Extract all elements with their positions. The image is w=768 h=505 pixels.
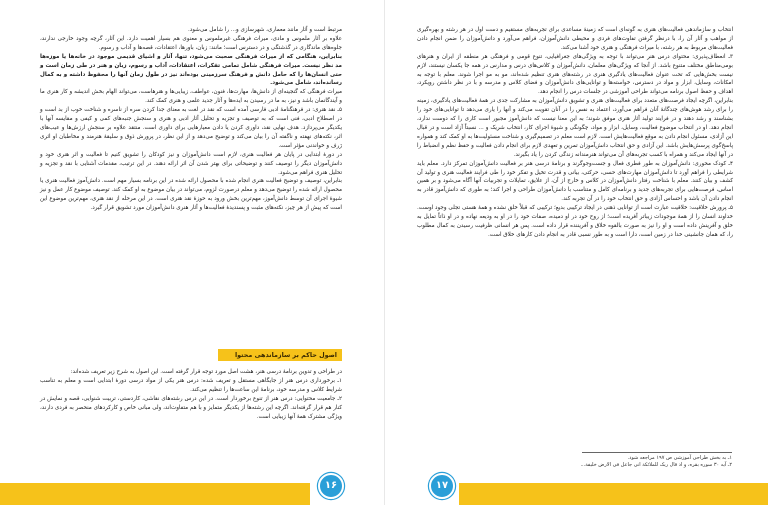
paragraph: ۲ـ جامعیت محتوایی: درس هنر از تنوع برخوردار است. در این درس رشته‌های نقاشی، کاردستی، تربیت شنوایی، قصه و نمایش در کنار هم قرار گرفته‌اند. اگرچه این رشته‌ها از یکدیگر متمایز و با هم متفاوت‌اند، ولی مبانی خاص و کارکردهای منحصر به فردی دارند، ویژگی مشترک همهٔ آنها زیبایی است.	[40, 395, 342, 420]
right-page	[384, 0, 768, 505]
paragraph: بنابراین، اگرچه ایجاد فرصت‌های متعدد برای فعالیت‌های هنری و تشویق دانش‌آموزان به مشارکت جدی در همهٔ فعالیت‌های یادگیری، زمینه را برای رشد هوش‌های چندگانهٔ آنان فراهم می‌آورد، اعتماد به نفس را در آنان تقویت می‌کند و آنها را یاری می‌دهد تا توانایی‌های خود را بشناسند و رشد دهند و در فرایند تولید آثار هنری موفق شوند؛ به این معنا نیست که دانش‌آموز مجبور است کاری را که دوست ندارد، انجام دهد. او در انتخاب موضوع فعالیت، وسایل، ابزار و مواد، چگونگی و شیوهٔ اجرای کار، انتخاب شریک و ... نسبتاً آزاد است و در قبال این آزادی، مسئول انجام دادن به موقع فعالیت‌هایش است. لازم است معلم در تصمیم‌گیری و شناخت مسئولیت‌ها به او کمک کند و همواره پاسخ‌گوی پرسش‌هایش باشد. این آزادی و حق انتخاب دانش‌آموزان تمرین و تعهدی لازم برای انجام دادن فعالیت و حفظ نظم و انضباط را در آنها ایجاد می‌کند و همراه با کسب تجربه‌های آن می‌تواند هنرمندانه زندگی کردن را یاد بگیرند.	[417, 98, 733, 158]
paragraph: ۵ـ پرورش خلاقیت: خلاقیت عبارت است از توانایی ذهنی در ایجاد ترکیبی بدیع؛ ترکیبی که قبلاً خلق نشده و همهٔ هستی تجلی وجود اوست. خداوند انسان را از همهٔ موجودات زیباتر آفریده است؛ از روح خود در او دمیده، صفات خود را در او به ودیعه نهاده و در او ذاتاً تمایل به خلق و آفرینش داده است و او را نیز به صورت بالقوه خلاق و آفریننده قرار داده است. پس هر انسانی ظرفیت رسیدن به کمال مطلوب را، که همان جانشینی خدا در زمین است، دارا است و به طور نسبی قادر به انجام دادن کارهای خلاق است.	[417, 205, 733, 238]
left-section-text	[40, 368, 342, 421]
paragraph: انتخاب و سازماندهی فعالیت‌های هنری به گونه‌ای است که زمینهٔ مساعدی برای تجربه‌های مستقیم و دست اول در هر رشته و بهره‌گیری از مواهب و آثار آن را، با درنظر گرفتن تفاوت‌های فردی و محیطی دانش‌آموزان، فراهم می‌آورد و دانش‌آموزان را ضمن انجام دادن فعالیت‌های مربوط به هر رشته، با میراث فرهنگی و هنری خود آشنا می‌کند.	[417, 27, 733, 51]
footnotes	[432, 455, 732, 469]
right-column-text	[417, 26, 733, 240]
paragraph: ۵ـ نقد هنری: در فرهنگنامهٔ ادبی فارسی آمده است که نقد در لغت به معنای جدا کردن سره از ناسره و شناخت خوب از بد است و در اصطلاح ادبی، فنی است که به توصیف و تجزیه و تحلیل آثار ادبی و هنری و سنجش جنبه‌های کمی و کیفی و مقایسه آنها با یکدیگر می‌پردازد. هدف نهایی نقد، داوری کردن یا دادن معیارهایی برای داوری است. منتقد علاوه بر سنجش ارزش‌ها و عیب‌های اثر، نکته‌های نهفته و ناگفته آن را بیان می‌کند و توضیح می‌دهد و از این نظر، در پرورش ذوق و سلیقهٔ هنرمند و مخاطبان او اثری ژرف و خواندنی مؤثر است.	[40, 107, 342, 149]
paragraph: بنابراین، هنگامی که از میراث فرهنگی صحبت می‌شود، تنها، آثار و اشیای قدیمی موجود در خانه‌ها یا موزه‌ها مد نظر نیست. میراث فرهنگی شامل تمامی تفکرات، اعتقادات، آداب و رسوم، زبان و هنر در طی زمان است و حتی انسان‌ها را که حامل دانش و فرهنگ سرزمینی بوده‌اند نیز در طول زمان آنها را محفوظ داشته و به کمال رسانده‌اند، شامل می‌شود.	[40, 53, 342, 87]
paragraph: مرتبط است و آثار مانند معماری، شهرسازی و... را شامل می‌شود.	[187, 27, 342, 33]
paragraph: در دورهٔ ابتدایی در پایان هر فعالیت هنری، لازم است دانش‌آموزان و نیز کودکان را تشویق کنیم تا فعالیت و اثر هنری خود و دانش‌آموزان دیگر را توصیف کنند و توضیحاتی برای بهتر شدن آن اثر ارائه دهند. در این ترتیب، مقدمات آشنایی با نقد و تجزیه و تحلیل هنری فراهم می‌شود.	[40, 151, 342, 176]
footnote: ۲ـ آیه ۳۰ سوره بقره، و اذ قال ربک للملائکة انی جاعل فی الارض خلیفة...	[580, 462, 732, 468]
footnote: ۱ـ به بخش طراحی آموزشی ص ۱۹۷ مراجعه شود.	[627, 455, 732, 461]
paragraph: علاوه بر آثار ملموس و مادی، میراث فرهنگی غیرملموس و معنوی هم بسیار اهمیت دارد. این آثار، گرچه وجود خارجی ندارند، جلوه‌های ماندگاری در گذشتگی و در دسترس است؛ مانند: زبان، باورها، اعتقادات، قصه‌ها و آداب و رسوم.	[40, 35, 342, 51]
paragraph: ۳ـ انعطاف‌پذیری: محتوای درس هنر می‌تواند با توجه به ویژگی‌های جغرافیایی، تنوع قومی و فرهنگی هر منطقه از ایران و هنرهای بومی‌مناطق مختلف متنوع باشد. از آنجا که ویژگی‌های معلمان، دانش‌آموزان و کلاس‌های درس و مدارس در همه جا یکسان نیستند، لازم نیست بخش‌هایی که تحت عنوان فعالیت‌های یادگیری هنری در رشته‌های هنری تنظیم شده‌اند، مو به مو اجرا شوند. معلم با توجه به امکانات، وسایل، ابزار و مواد در دسترس، خواسته‌ها و توانایی‌های دانش‌آموزان و فضای کلاس و مدرسه و با در نظر داشتن رویکرد، اهداف و حفظ اصول برنامه می‌تواند طراحی آموزشی در جلسات درس را انجام دهد.	[417, 53, 733, 96]
footnote-divider	[582, 452, 732, 453]
page-number-badge: ۱۶	[318, 473, 344, 499]
section-heading: اصول حاکم بر سازماندهی محتوا	[218, 349, 342, 361]
paragraph: ۱ـ برخورداری درس هنر از جایگاهی مستقل و تعریف شده: درس هنر یکی از مواد درسی دورهٔ ابتدایی است و معلم به تناسب شرایط کلاس و مدرسه خود، برنامهٔ این ساعت‌ها را تنظیم می‌کند.	[40, 377, 342, 393]
left-column-text	[40, 26, 342, 213]
paragraph: ۴ـ کودک محوری: دانش‌آموزان به طور فطری فعال و جست‌وجوگرند و برنامهٔ درسی هنر بر فعالیت دانش‌آموزان تمرکز دارد. معلم باید شرایطی را فراهم آورد تا دانش‌آموزان مهارت‌های حسی، حرکتی، بیانی و قدرت تخیل و تفکر خود را طی فرایند فعالیت هنری و تولید آن کشف و بیان کنند. معلم با شناخت رفتار دانش‌آموزان در کلاس و خارج از آن، از علایق، تمایلات و تجربیات آنها آگاه می‌شود و بر همین اساس، فرصت‌هایی برای تجربه‌های جدید و برنامه‌ای کامل و متناسب با دانش‌آموزان طراحی و اجرا کند؛ به طوری که دانش‌آموز قادر به انجام دادن آن باشد و احساس آزادی و حق انتخاب خود را در آن تجربه کند.	[417, 160, 733, 203]
paragraph: بنابراین، توصیف و توضیح فعالیت هنری انجام شده با محصول ارائه شده در این برنامه بسیار مهم است. دانش‌آموز فعالیت هنری یا محصول ارائه شده را توضیح می‌دهد و معلم درصورت لزوم، می‌تواند در بیان موضوع به او کمک کند. توصیف موضوع کار عمل و نیز شیوهٔ اجرای آن توسط دانش‌آموز، مهم‌ترین بخش ورود به حوزهٔ نقد هنری است. در این مرحله از نقد هنری، مهم‌ترین موضوع این است که پیش از هر چیز، نکته‌های مثبت و پسندیدهٔ فعالیت‌ها و آثار هنری دانش‌آموزان مورد تشویق قرار گیرد.	[40, 178, 342, 212]
footer-band	[459, 483, 768, 505]
footer-band	[0, 483, 310, 505]
paragraph: میراث فرهنگی که گنجینه‌ای از دانش‌ها، مهارت‌ها، فنون، عواطف، زیبایی‌ها و هنرهاست، می‌تواند الهام بخش اندیشه و کار هنری ما و آیندگانمان باشد و نیز، به ما در رسیدن به ایده‌ها و آثار جدید علمی و هنری کمک کند.	[40, 89, 342, 105]
paragraph: در طراحی و تدوین برنامهٔ درسی هنر، هشت اصل مورد توجه قرار گرفته است. این اصول به شرح زیر تعریف شده‌اند:	[70, 369, 342, 375]
page-number-badge: ۱۷	[429, 473, 455, 499]
